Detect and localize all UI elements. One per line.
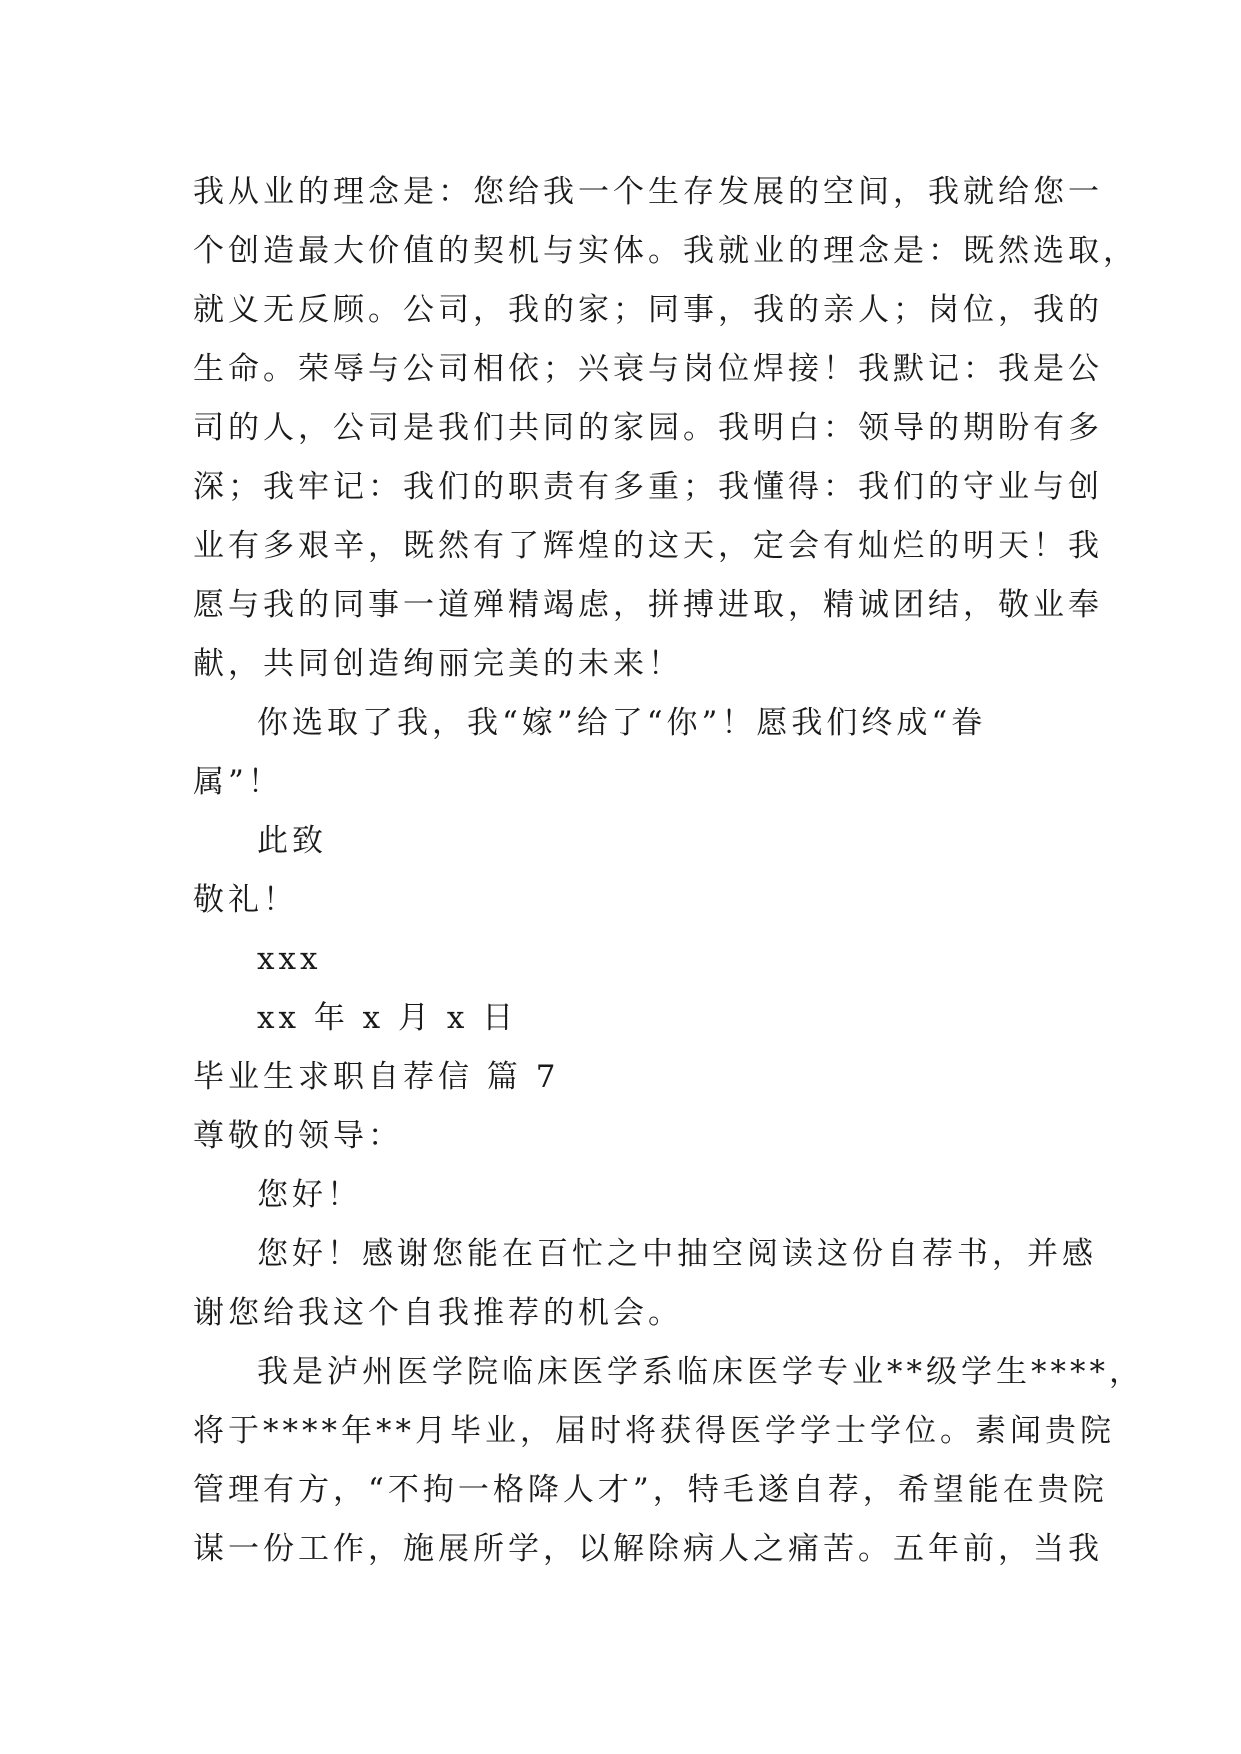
letter-greeting: 尊敬的领导： [193, 1118, 403, 1154]
text-line: 管理有方，“不拘一格降人才”，特毛遂自荐，希望能在贵院 [193, 1472, 1108, 1508]
text-line: 将于****年**月毕业，届时将获得医学学士学位。素闻贵院 [193, 1413, 1115, 1449]
text-line: 我是泸州医学院临床医学系临床医学专业**级学生****， [257, 1354, 1144, 1390]
text-line: 你选取了我，我“嫁”给了“你”！愿我们终成“眷 [257, 705, 987, 741]
text-line: 就义无反顾。公司，我的家；同事，我的亲人；岗位，我的 [193, 292, 1103, 328]
document-body [193, 163, 1144, 1579]
text-line: 献，共同创造绚丽完美的未来！ [193, 646, 683, 682]
text-line: 您好！ [257, 1177, 362, 1213]
text-line: 您好！感谢您能在百忙之中抽空阅读这份自荐书，并感 [257, 1236, 1097, 1272]
closing-respect: 敬礼！ [193, 882, 298, 918]
text-line: 谋一份工作，施展所学，以解除病人之痛苦。五年前，当我 [193, 1531, 1103, 1567]
closing-salutation: 此致 [257, 823, 327, 859]
text-line: 司的人，公司是我们共同的家园。我明白：领导的期盼有多 [193, 410, 1103, 446]
section-heading: 毕业生求职自荐信 篇 7 [193, 1059, 560, 1095]
text-line: 个创造最大价值的契机与实体。我就业的理念是：既然选取， [193, 233, 1138, 269]
text-line: 属”！ [193, 764, 283, 800]
text-line: 我从业的理念是：您给我一个生存发展的空间，我就给您一 [193, 174, 1103, 210]
text-line: 深；我牢记：我们的职责有多重；我懂得：我们的守业与创 [193, 469, 1103, 505]
signature-date: xx 年 x 月 x 日 [257, 1000, 518, 1036]
text-line: 业有多艰辛，既然有了辉煌的这天，定会有灿烂的明天！我 [193, 528, 1103, 564]
signature-name: xxx [257, 941, 322, 977]
text-line: 生命。荣辱与公司相依；兴衰与岗位焊接！我默记：我是公 [193, 351, 1103, 387]
text-line: 谢您给我这个自我推荐的机会。 [193, 1295, 683, 1331]
text-line: 愿与我的同事一道殚精竭虑，拼搏进取，精诚团结，敬业奉 [193, 587, 1103, 623]
